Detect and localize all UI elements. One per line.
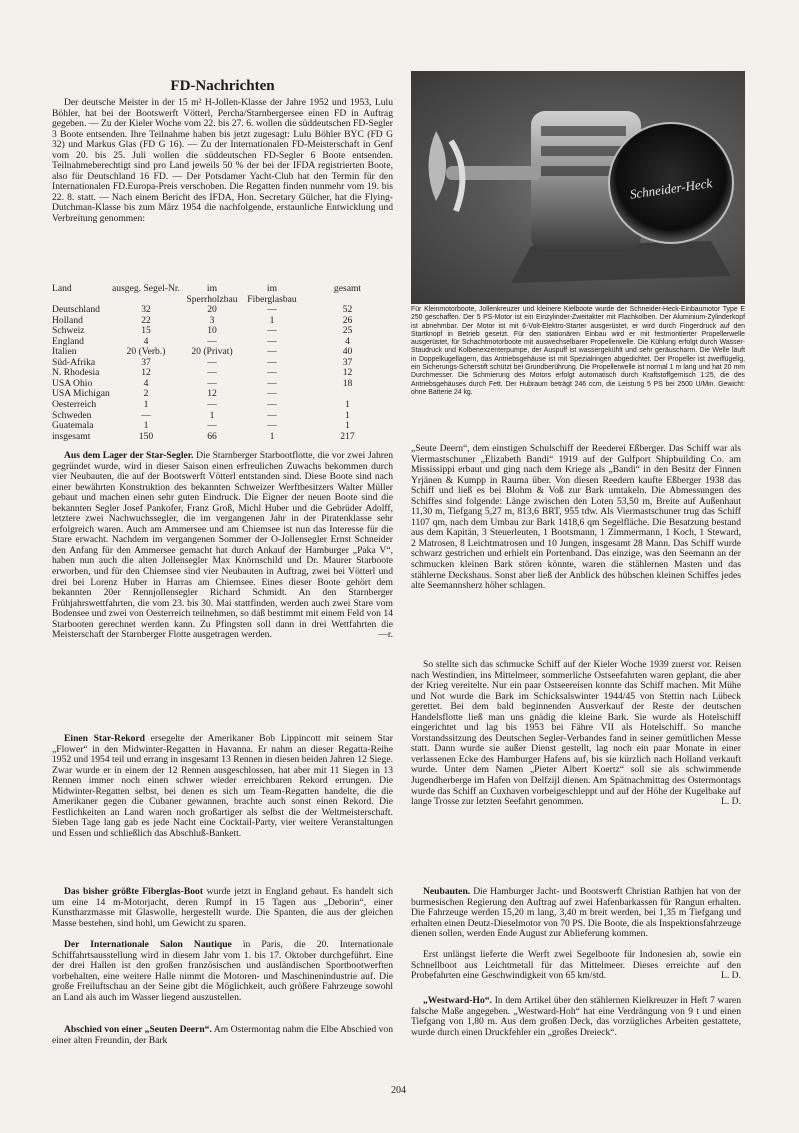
paragraph-text: Am Ostermontag nahm die Elbe Abschied von einer alten Freundin, der Bark <box>52 1024 393 1046</box>
table-row <box>52 389 393 400</box>
paragraph-heading: Neubauten. <box>423 886 471 897</box>
table-cell: 22 <box>141 314 151 326</box>
table-header: im Fiberglasbau <box>247 283 297 305</box>
signature: L. D. <box>721 796 741 808</box>
table-cell: 15 <box>141 325 151 337</box>
table-cell: 1 <box>345 399 350 411</box>
article-title: FD-Nachrichten <box>170 78 275 94</box>
paragraph-text: Erst unlängst lieferte die Werft zwei Segelboote für Indonesien ab, sowie ein Schnellboot aus Leichtmetall für das Mittelmeer. Dieses erreichte auf den Probefahrten eine Geschwindigkeit von 65 km/std. <box>411 949 741 982</box>
table-cell: 10 <box>207 325 217 337</box>
table-row <box>52 432 393 443</box>
table-cell: 1 <box>143 399 149 411</box>
country-cell: Süd-Afrika <box>52 356 96 368</box>
outboard-engine-illustration <box>411 71 745 304</box>
engine-photo <box>411 71 745 304</box>
country-cell: insgesamt <box>52 430 91 442</box>
table-cell: 1 <box>143 420 149 432</box>
brand-label: Schneider-Heck <box>628 175 713 202</box>
paragraph-text: Die Hamburger Jacht- und Bootswerft Christian Rathjen hat von der burmesischen Regierung den Auftrag auf zwei Hafenbarkassen für Rangun erhalten. Die Fahrzeuge werden 15,20 m lang, 3,40 m breit werden, bei 1,35 m Tiefgang und erhalten einen Deutz-Dieselmotor von 70 PS. Die Boote, die als Inspektionsfahrzeuge dienen sollen, werden Ende August zur Ablieferung kommen. <box>411 886 741 940</box>
table-cell: 12 <box>141 367 151 379</box>
table-cell: — <box>207 367 217 379</box>
table-header-row <box>52 284 393 305</box>
table-cell: — <box>267 388 277 400</box>
paragraph-text: wurde jetzt in England gebaut. Es handelt sich um eine 14 m-Motorjacht, deren Rumpf in 15 Tagen aus „Deborin“, einer Kunstharzmasse mit Glaswolle, hergestellt wurde. Die Spanten, die aus der gleichen Masse bestehen, sind hohl, um Gewicht zu sparen. <box>52 886 393 929</box>
table-cell: 1 <box>269 314 275 326</box>
table-cell: 150 <box>138 430 154 442</box>
paragraph-text: ersegelte der Amerikaner Bob Lippincott mit seinem Star „Flower“ in den Midwinter-Regatten in Havanna. Er nahm an dieser Regatta-Reihe 1952 und 1954 teil und errang in insgesamt 13 Rennen in diesen beiden Jahren 12 Siege. Zwar wurde er in einem der 12 Rennen ausgeschlossen, hat aber mit 11 Siegen in 13 Rennen immer noch einen schwer wieder erreichbaren Rekord errungen. Die Midwinter-Regatten selbst, bei denen es sich um Team-Regatten handelte, die die Amerikaner gegen die Cubaner gewannen, brachte auch sonst einen Rekord. Die Festlichkeiten an Land waren noch großartiger als selbst die der Weltmeisterschaft. Sieben Tage lang gab es jede Nacht eine Cocktail-Party, vier weitere Veranstaltungen und Essen und schließlich das Abschluß-Bankett. <box>52 733 393 839</box>
table-cell: 4 <box>143 377 149 389</box>
page-number: 204 <box>391 1085 406 1096</box>
table-cell: 26 <box>342 314 353 326</box>
table-cell: — <box>207 335 217 347</box>
table-cell: 217 <box>340 430 355 442</box>
table-row <box>52 411 393 422</box>
westward-ho-paragraph <box>411 996 741 1038</box>
paragraph-text: in Paris, die 20. Internationale Schiffahrtsausstellung wird in diesem Jahr vom 1. bis 17. Oktober durchgeführt. Eine der drei Hallen ist den großen französischen und ausländischen Sportbootwerften vorbehalten, eine weitere Halle nimmt die Motoren- und Maschinenindustrie auf. Die große Freiluftschau an der Seine gibt die Möglichkeit, auch größere Fahrzeuge sowohl an Land als auch im Wasser liegend auszustellen. <box>52 939 394 1003</box>
table-cell: 52 <box>342 304 353 316</box>
paragraph-text: „Seute Deern“, dem einstigen Schulschiff der Reederei Eßberger. Das Schiff war als Viermastschuner „Elizabeth Bandi“ 1919 auf der Gulfport Shipbuilding Co. am Mississippi erbaut und ging nach dem Kriege als „Bandi“ in den Besitz der Finnen Yrjänen & Kumpp in Rauma über. Von diesen Reedern kaufte Eßberger 1938 das Schiff und ließ es bei Blohm & Voß zur Bark umtakeln. Die Abmessungen des Schiffes sind folgende: Länge zwischen den Loten 53,50 m, Breite auf Außenhaut 11,30 m, Tiefgang 5,27 m, 813,6 BRT, 955 tdw. Als Viermastschuner trug das Schiff 1107 qm, nach dem Umbau zur Bark 1418,6 qm Segelfläche. Die Besatzung bestand aus dem Kapitän, 3 Steuerleuten, 1 Bootsmann, 1 Zimmermann, 1 Koch, 1 Steward, 2 Matrosen, 8 Leichtmatrosen und 10 Jungen, insgesamt 28 Mann. Das Schiff wurde schwarz gestrichen und erhielt ein Portenband. Das einzige, was den Seemann an der schmucken kleinen Bark stören könnte, waren die stählernen Masten und das stählerne Deckshaus. Sonst aber ließ der Anblick des hübschen kleinen Schiffes jedes alte Seemannsherz höher schlagen. <box>411 443 741 592</box>
country-cell: England <box>52 335 84 347</box>
intro-text: Der deutsche Meister in der 15 m² H-Jollen-Klasse der Jahre 1952 und 1953, Lulu Böhler, hat bei der Bootswerft Vötterl, Percha/Starnbergersee einen FD in Auftrag gegeben. — Zu der Kieler Woche vom 22. bis 27. 6. wollen die süddeutschen FD-Segler 3 Boote entsenden. Ihre Teilnahme haben bis jetzt zugesagt: Lulu Böhler BYC (FD G 32) und Markus Glas (FD G 16). — Zu der Internationalen FD-Meisterschaft in Genf vom 20. bis 25. Juli wollen die süddeutschen FD-Segler 6 Boote entsenden. Teilnahmeberechtigt sind pro Land jeweils 50 % der bei der IFDA registrierten Boote, also für Deutschland 16 FD. — Der Potsdamer Yacht-Club hat den Termin für den Internationalen FD.Europa-Preis verschoben. Die Regatten finden nunmehr vom 19. bis 22. 8. statt. — Nach einem Bericht des IFDA, Hon. Secretary Gülcher, hat die Flying-Dutchman-Klasse bis zum März 1954 die nachfolgende, erstaunliche Entwicklung und Verbreitung genommen: <box>52 97 393 225</box>
table-cell: — <box>267 304 277 316</box>
table-cell: 32 <box>141 304 151 316</box>
table-row <box>52 400 393 411</box>
salon-nautique-paragraph <box>52 940 393 1003</box>
paragraph-text: Die Starnberger Starbootflotte, die vor zwei Jahren gegründet wurde, wird in dieser Saison einen erfreulichen Zuwachs bekommen durch vier Neubauten, die auf der Bootswerft Vötterl entstanden sind. Diese Boote sind nach einer bewährten Konstruktion des bekannten Schweizer Werftbesitzers Walter Müller gebaut und machen einen sehr guten Eindruck. Die Eigner der neuen Boote sind die bekannten Segler Josef Pankofer, Franz Groß, Michl Huber und die Gebrüder Adolff, letztere zwei Nachwuchssegler, die im vergangenen Jahr in der Piratenklasse sehr erfolgreich waren. Auch am Ammersee und am Chiemsee ist nun das Interesse für die Stare erwacht. Nachdem im vergangenen Sommer der O-Jollensegler Ernst Schneider den Anfang für den Ammersee gemacht hat durch Ankauf der Hamburger „Paka V“, haben nun auch die alten Jollensegler Max Knörnschild und Dr. Maurer Starboote erworben, und für den Chiemsee sind vier Neubauten in Auftrag, zwei bei Vötterl und drei bei Lorenz Huber in Harras am Chiemsee. Eines dieser Boote gehört dem bekannten 20er Rennjollensegler Richard Schmidt. An den Starnberger Frühjahrswettfahrten, die vom 23. bis 30. Mai stattfinden, werden auch zwei Stare vom Bodensee und zwei von Oesterreich teilnehmen, so daß bestimmt mit einem Feld von 14 Starbooten gerechnet werden kann. Zu Pfingsten soll dann in drei Wettfahrten die Meisterschaft der Starnberger Flotte ausgetragen werden. <box>52 450 393 641</box>
table-cell: 1 <box>345 420 350 432</box>
kieler-woche-paragraph <box>411 660 741 808</box>
country-cell: USA Michigan <box>52 388 110 400</box>
table-cell: — <box>267 399 277 411</box>
table-cell: — <box>207 399 217 411</box>
table-header: gesamt <box>333 283 362 294</box>
table-cell: — <box>267 335 277 347</box>
country-cell: Holland <box>52 314 83 326</box>
fd-statistics-table <box>52 284 393 442</box>
table-cell: 37 <box>141 356 151 368</box>
signature: —r. <box>378 629 393 641</box>
table-cell: 20 (Verb.) <box>126 346 166 358</box>
fiberglas-paragraph <box>52 887 393 929</box>
table-cell: — <box>207 420 217 432</box>
indonesien-paragraph <box>411 950 741 982</box>
table-cell: — <box>267 325 277 337</box>
table-cell: 4 <box>345 335 350 347</box>
country-cell: Schweiz <box>52 325 85 337</box>
country-cell: Schweden <box>52 409 92 421</box>
intro-paragraph <box>52 98 393 225</box>
table-cell: — <box>267 420 277 432</box>
table-row <box>52 368 393 379</box>
table-cell: 18 <box>342 377 353 389</box>
country-cell: Oesterreich <box>52 399 97 411</box>
country-cell: Guatemala <box>52 420 94 432</box>
signature: L. D. <box>721 970 741 982</box>
table-cell: 2 <box>143 388 149 400</box>
table-header: im Sperrholzbau <box>186 283 238 305</box>
paragraph-heading: Aus dem Lager der Star-Segler. <box>64 450 194 461</box>
table-cell: 3 <box>209 314 215 326</box>
table-cell: 40 <box>342 346 353 358</box>
paragraph-heading: Der Internationale Salon Nautique <box>64 939 232 950</box>
table-cell: — <box>207 377 217 389</box>
country-cell: USA Ohio <box>52 377 93 389</box>
star-rekord-paragraph <box>52 734 393 839</box>
seute-deern-continued-paragraph <box>411 444 741 592</box>
photo-caption: Für Kleinmotorboote, Jollenkreuzer und kleinere Kielboote wurde der Schneider-Heck-Einbaumotor Type E 250 geschaffen. Der 5 PS-Motor ist ein Einzylinder-Zweitakter mit Flachkolben. Der Aluminium-Zylinderkopf ist abnehmbar. Der Motor ist mit 6-Volt-Elektro-Starter ausgerüstet, er wird durch Fingerdruck auf den Startknopf in Betrieb gesetzt. Für den stationären Einbau wird er mit festmontierter Propellerwelle ausgerüstet, für Schachtmotorboote mit auswechselbarer Propellerwelle. Die Kühlung erfolgt durch Wasser-Staudruck und Kolbenexzenterpumpe, der Auspuff ist wassergekühlt und sehr geräuscharm. Die Welle läuft in Doppelkugellagern, das Antriebsgehäuse ist mit Spezialringen abgedichtet. Der Propeller ist zweiflügelig, ein Sicherungs-Scherstift schützt bei Grundberührung. Die Propellerwelle ist normal 1 m lang und hat 20 mm Durchmesser. Die Schmierung des Motors erfolgt automatisch durch Kraftstoffgemisch 1:25, die des Antriebsgehäuses durch Fett. Der Hubraum beträgt 246 ccm, die Leistung 5 PS bei 2500 U/Min. Gewicht: ohne Batterie 24 kg. <box>411 306 745 396</box>
table-header: ausgeg. Segel-Nr. <box>112 283 180 294</box>
table-cell: 20 (Privat) <box>191 346 233 358</box>
country-cell: Deutschland <box>52 304 100 316</box>
table-cell: 20 <box>207 304 217 316</box>
table-cell: 12 <box>342 367 353 379</box>
table-header: Land <box>52 283 72 294</box>
table-row <box>52 305 393 316</box>
table-cell: — <box>207 356 217 368</box>
table-row <box>52 326 393 337</box>
country-cell: Italien <box>52 346 77 358</box>
star-segler-paragraph <box>52 451 393 641</box>
paragraph-text: In dem Artikel über den stählernen Kielkreuzer in Heft 7 waren falsche Maße angegeben. „Westward-Hoh“ hat eine Verdrängung von 9 t und einen Tiefgang von 1,80 m. Aus dem großen Deck, das vorzügliches Arbeiten gestattete, wurde durch einen Druckfehler ein „großes Dreieck“. <box>411 995 741 1038</box>
paragraph-heading: „Westward-Ho“. <box>423 995 493 1006</box>
neubauten-paragraph <box>411 887 741 940</box>
table-cell: — <box>267 409 277 421</box>
paragraph-heading: Einen Star-Rekord <box>64 733 145 744</box>
country-cell: N. Rhodesia <box>52 367 100 379</box>
table-cell: 1 <box>345 409 350 421</box>
paragraph-heading: Abschied von einer „Seuten Deern“. <box>64 1024 212 1035</box>
table-cell: — <box>267 367 277 379</box>
table-cell: 1 <box>209 409 215 421</box>
table-cell: 12 <box>207 388 217 400</box>
table-cell: — <box>141 409 151 421</box>
table-cell: — <box>267 346 277 358</box>
table-row <box>52 347 393 358</box>
table-cell: 25 <box>342 325 353 337</box>
table-row <box>52 358 393 369</box>
table-cell: — <box>267 377 277 389</box>
seute-deern-paragraph <box>52 1025 393 1046</box>
table-row <box>52 316 393 327</box>
table-cell: — <box>267 356 277 368</box>
table-cell: 66 <box>207 430 217 442</box>
table-cell: 37 <box>342 356 353 368</box>
table-cell: 1 <box>269 430 275 442</box>
paragraph-heading: Das bisher größte Fiberglas-Boot <box>64 886 204 897</box>
paragraph-text: So stellte sich das schmucke Schiff auf der Kieler Woche 1939 zuerst vor. Reisen nach Westindien, ins Mittelmeer, sommerliche Ostseefahrten waren geplant, die aber der Krieg vereitelte. Nur ein paar Ostseereisen konnte das Schiff machen. Mit Mühe und Not wurde die Bark im Schicksalswinter 1944/45 von Stettin nach Lübeck gerettet. Bei dem bald beginnenden Ausverkauf der Reste der deutschen Handelsflotte ließ man uns gnädig die kleine Bark. Sie wurde als Hotelschiff eingerichtet und lag bis 1953 bei Fähre VII als Hotelschiff. So manche Vorstandssitzung des Deutschen Segler-Verbandes fand in seiner gemütlichen Messe statt. Dann wurde sie außer Dienst gestellt, lag noch ein paar Monate in einer verlassenen Ecke des Hamburger Hafens auf, bis sie kürzlich nach Holland verkauft wurde. Unter dem Namen „Pieter Albert Koertz“ soll sie als schwimmende Jugendherberge im Hafen von Delfzijl dienen. Am Spätnachmittag des Ostermontags wurde das Schiff an Cuxhaven vorbeigeschleppt und auf der Höhe der Kugelbake auf lange Trosse zur letzten Seefahrt genommen. <box>411 659 741 808</box>
table-cell: 4 <box>143 335 149 347</box>
